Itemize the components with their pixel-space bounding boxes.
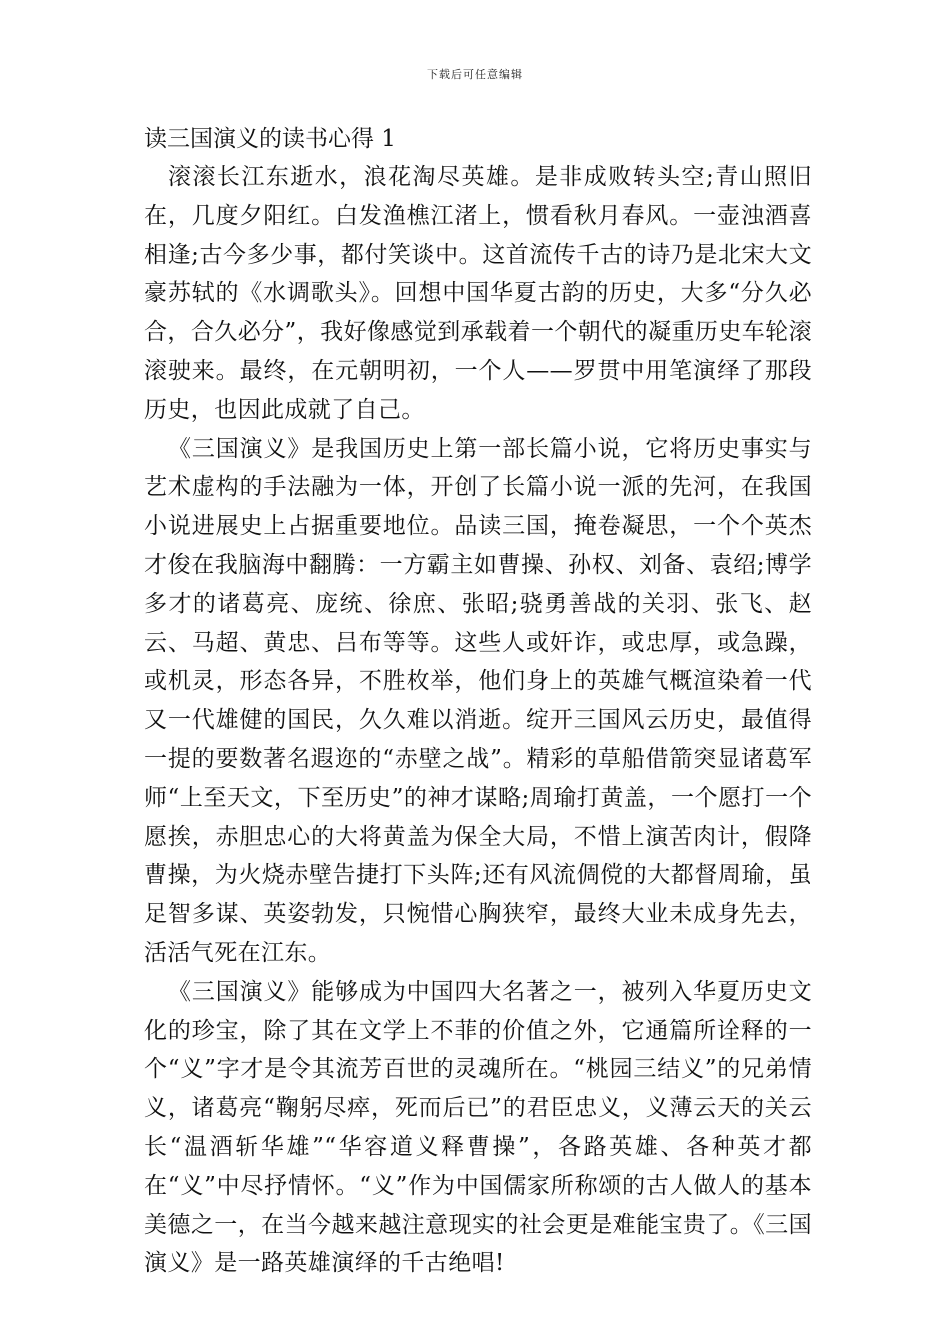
document-body (144, 120, 812, 1283)
header-note: 下载后可任意编辑 (427, 68, 523, 81)
document-title: 读三国演义的读书心得 1 (144, 126, 396, 152)
paragraph-2: 《三国演义》是我国历史上第一部长篇小说，它将历史事实与艺术虚构的手法融为一体，开创了长篇小说一派的先河，在我国小说进展史上占据重要地位。品读三国，掩卷凝思，一个个英杰才俊在我脑海中翻腾：一方霸主如曹操、孙权、刘备、袁绍;博学多才的诸葛亮、庞统、徐庶、张昭;骁勇善战的关羽、张飞、赵云、马超、黄忠、吕布等等。这些人或奸诈，或忠厚，或急躁，或机灵，形态各异，不胜枚举，他们身上的英雄气概渲染着一代又一代雄健的国民，久久难以消逝。绽开三国风云历史，最值得一提的要数著名遐迩的“赤壁之战”。精彩的草船借箭突显诸葛军师“上至天文，下至历史”的神才谋略;周瑜打黄盖，一个愿打一个愿挨，赤胆忠心的大将黄盖为保全大局，不惜上演苦肉计，假降曹操，为火烧赤壁告捷打下头阵;还有风流倜傥的大都督周瑜，虽足智多谋、英姿勃发，只惋惜心胸狭窄，最终大业未成身先去，活活气死在江东。 (144, 435, 812, 966)
paragraph-3: 《三国演义》能够成为中国四大名著之一，被列入华夏历史文化的珍宝，除了其在文学上不菲的价值之外，它通篇所诠释的一个“义”字才是令其流芳百世的灵魂所在。“桃园三结义”的兄弟情义，诸葛亮“鞠躬尽瘁，死而后已”的君臣忠义，义薄云天的关云长“温酒斩华雄”“华容道义释曹操”，各路英雄、各种英才都在“义”中尽抒情怀。“义”作为中国儒家所称颂的古人做人的基本美德之一，在当今越来越注意现实的社会更是难能宝贵了。《三国演义》是一路英雄演绎的千古绝唱! (144, 978, 812, 1277)
paragraph-1: 滚滚长江东逝水，浪花淘尽英雄。是非成败转头空;青山照旧在，几度夕阳红。白发渔樵江渚上，惯看秋月春风。一壶浊酒喜相逢;古今多少事，都付笑谈中。这首流传千古的诗乃是北宋大文豪苏轼的《水调歌头》。回想中国华夏古韵的历史，大多“分久必合，合久必分”，我好像感觉到承载着一个朝代的凝重历史车轮滚滚驶来。最终，在元朝明初，一个人——罗贯中用笔演绎了那段历史，也因此成就了自己。 (144, 164, 812, 423)
